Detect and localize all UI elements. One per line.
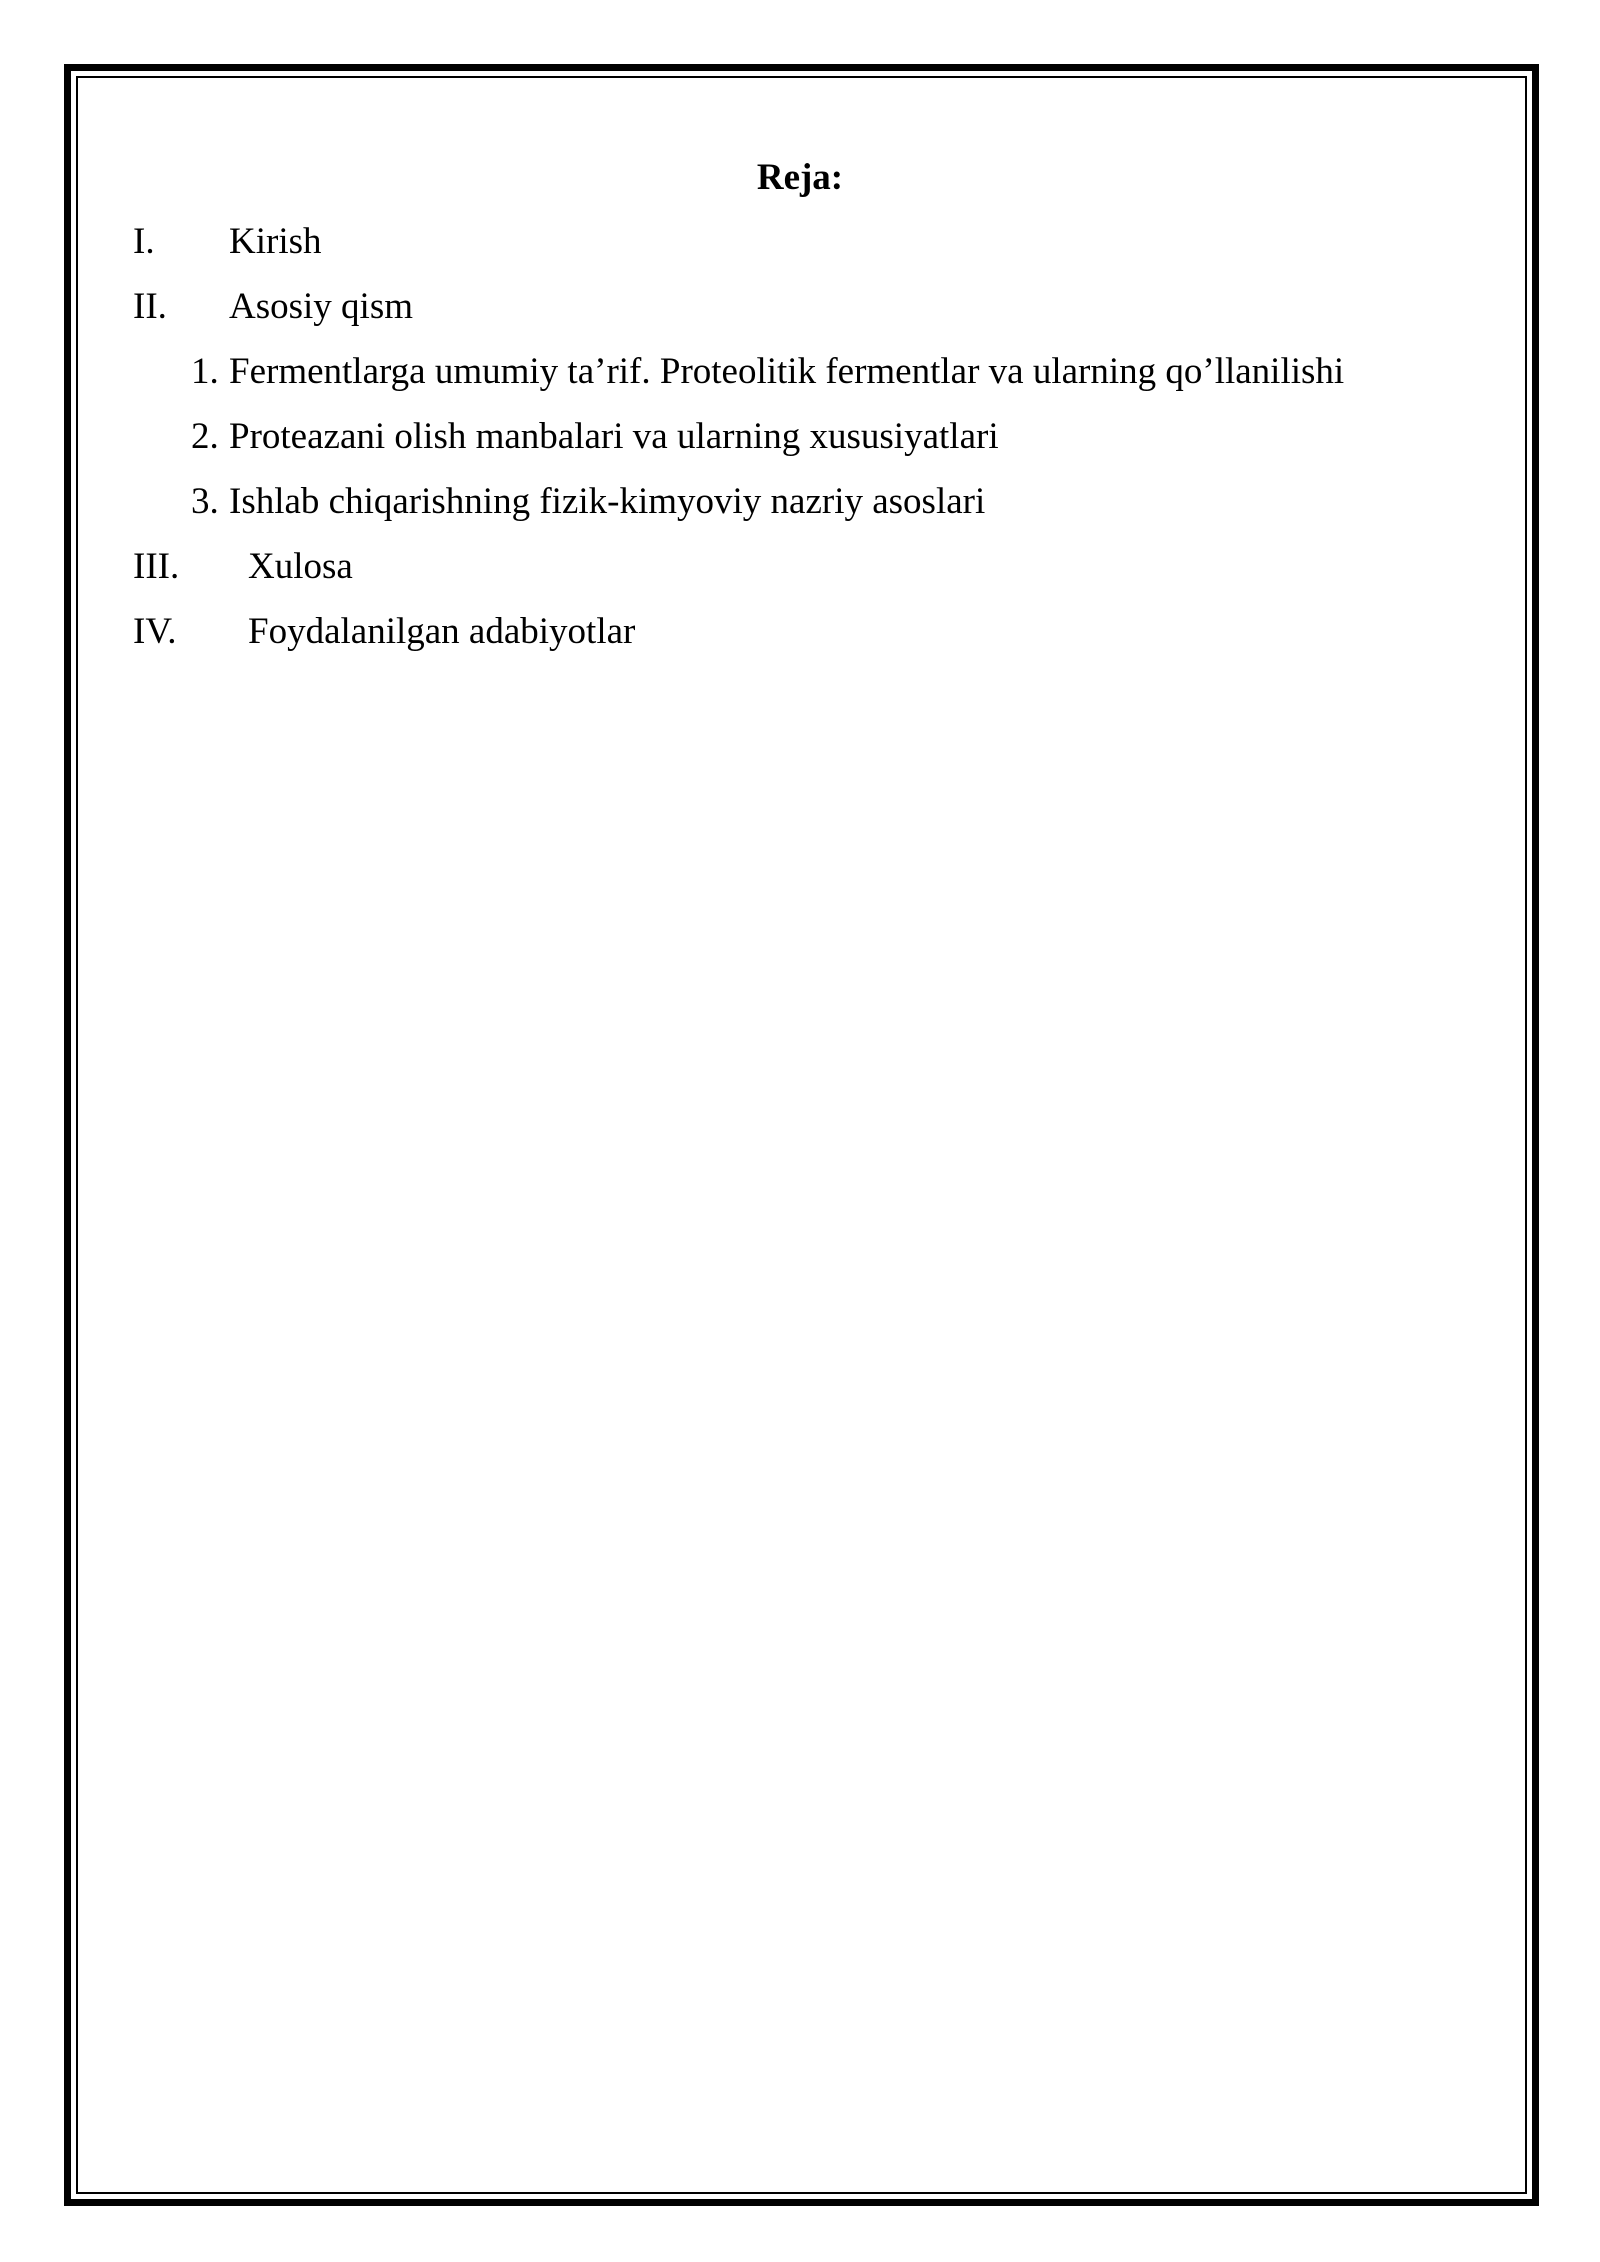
- item-number: 2.: [191, 416, 219, 457]
- item-number: 1.: [191, 351, 219, 392]
- item-number: II.: [133, 286, 167, 327]
- item-number: IV.: [133, 611, 177, 652]
- item-text: Kirish: [229, 221, 322, 262]
- item-number: I.: [133, 221, 155, 262]
- item-text: Proteazani olish manbalari va ularning xususiyatlari: [229, 416, 999, 457]
- item-text: Xulosa: [248, 546, 353, 587]
- item-text: Fermentlarga umumiy ta’rif. Proteolitik fermentlar va ularning qo’llanilishi: [229, 351, 1345, 392]
- item-text: Ishlab chiqarishning fizik-kimyoviy nazriy asoslari: [229, 481, 986, 522]
- item-text: Foydalanilgan adabiyotlar: [248, 611, 636, 652]
- item-text: Asosiy qism: [229, 286, 414, 327]
- item-number: 3.: [191, 481, 219, 522]
- item-number: III.: [133, 546, 180, 587]
- page-title: Reja:: [756, 157, 844, 198]
